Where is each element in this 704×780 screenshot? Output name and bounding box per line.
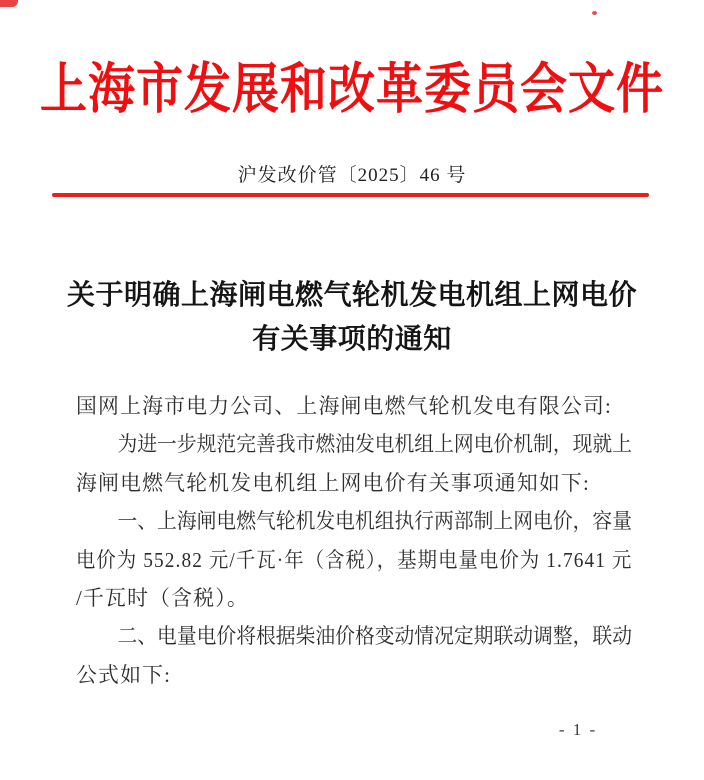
body-text-line: 电价为 552.82 元/千瓦·年（含税），基期电量电价为 1.7641 元	[76, 547, 633, 572]
body-text-line: 公式如下:	[76, 662, 172, 687]
page-number: - 1 -	[558, 720, 598, 739]
scan-artifact-top-right	[592, 11, 597, 15]
document-body	[76, 387, 636, 694]
body-text-line: 国网上海市电力公司、上海闸电燃气轮机发电有限公司:	[76, 394, 612, 418]
body-text-line: 一、上海闸电燃气轮机发电机组执行两部制上网电价，容量	[117, 509, 632, 534]
scan-artifact-top-left	[0, 0, 18, 7]
notice-title-line2: 有关事项的通知	[252, 324, 452, 355]
body-text-line: 海闸电燃气轮机发电机组上网电价有关事项通知如下:	[76, 470, 590, 495]
body-text-line: 为进一步规范完善我市燃油发电机组上网电价机制，现就上	[117, 432, 632, 457]
document-reference-number: 沪发改价管〔2025〕46 号	[237, 165, 467, 186]
notice-title-line1: 关于明确上海闸电燃气轮机发电机组上网电价	[66, 280, 637, 311]
body-text-line: /千瓦时（含税）。	[76, 586, 249, 611]
red-divider-line	[52, 193, 649, 197]
issuing-org-header: 上海市发展和改革委员会文件	[40, 59, 664, 121]
notice-title	[0, 274, 704, 362]
body-text-line: 二、电量电价将根据柴油价格变动情况定期联动调整，联动	[117, 624, 632, 649]
